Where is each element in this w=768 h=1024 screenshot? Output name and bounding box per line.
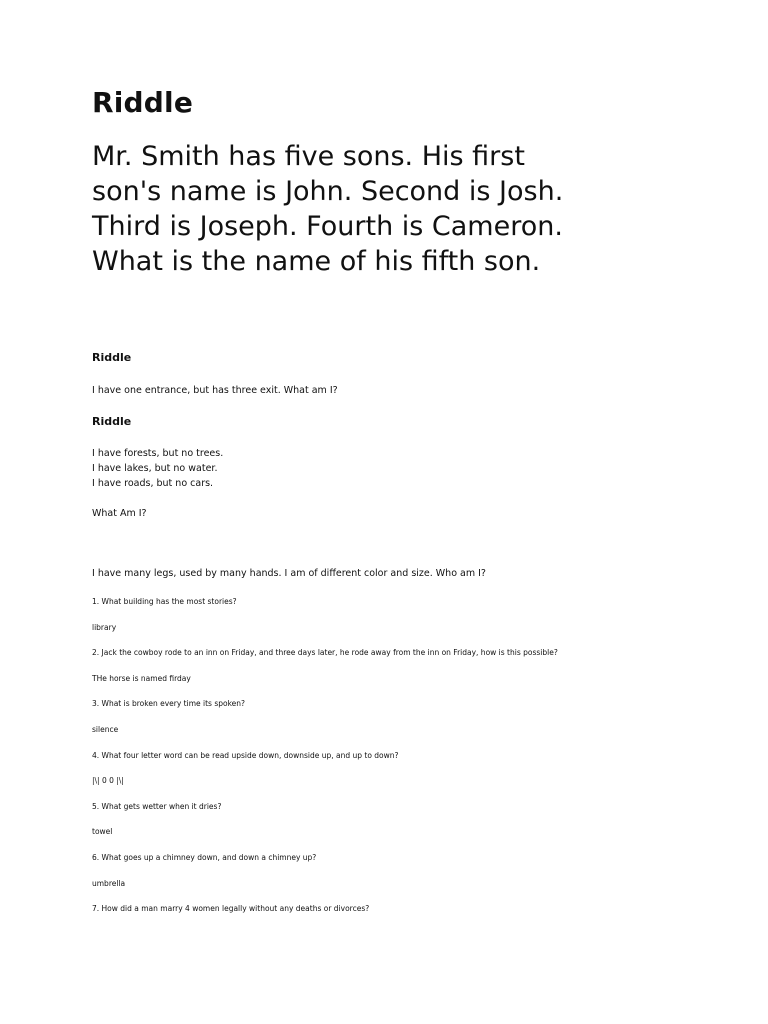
main-riddle-title: Riddle xyxy=(92,86,194,119)
qa-answer: towel xyxy=(92,827,113,837)
qa-question: 4. What four letter word can be read upside down, downside up, and up to down? xyxy=(92,750,399,760)
riddle-three-line: I have roads, but no cars. xyxy=(92,478,214,489)
qa-item xyxy=(92,801,732,839)
qa-question: 2. Jack the cowboy rode to an inn on Friday, and three days later, he rode away from the inn on Friday, how is this possible? xyxy=(92,648,558,658)
qa-answer: THe horse is named firday xyxy=(92,673,191,683)
qa-item xyxy=(92,647,732,685)
main-riddle-line: What is the name of his fifth son. xyxy=(92,246,541,277)
qa-question: 7. How did a man marry 4 women legally without any deaths or divorces? xyxy=(92,904,370,914)
qa-question: 1. What building has the most stories? xyxy=(92,597,237,606)
qa-item xyxy=(92,852,732,890)
qa-question: 3. What is broken every time its spoken? xyxy=(92,699,245,709)
qa-item xyxy=(92,903,732,916)
qa-item xyxy=(92,596,732,634)
qa-question: 5. What gets wetter when it dries? xyxy=(92,801,222,811)
qa-answer: library xyxy=(92,622,117,632)
riddle-three-question: What Am I? xyxy=(92,508,147,519)
main-riddle-line: Mr. Smith has five sons. His first xyxy=(92,141,525,172)
riddle-three-text xyxy=(92,446,223,491)
main-riddle-line: son's name is John. Second is Josh. xyxy=(92,176,564,207)
main-riddle-text xyxy=(92,139,732,279)
qa-question: 6. What goes up a chimney down, and down a chimney up? xyxy=(92,852,317,862)
qa-answer: umbrella xyxy=(92,878,126,888)
qa-list xyxy=(92,596,732,929)
qa-answer: |\| 0 0 |\| xyxy=(92,776,124,786)
main-riddle-line: Third is Joseph. Fourth is Cameron. xyxy=(92,211,563,242)
riddle-three-line: I have forests, but no trees. xyxy=(92,448,224,459)
riddle-two-title: Riddle xyxy=(92,351,132,364)
riddle-two-text: I have one entrance, but has three exit. What am I? xyxy=(92,385,338,396)
qa-item xyxy=(92,750,732,788)
riddle-three-title: Riddle xyxy=(92,415,132,428)
riddle-four-text: I have many legs, used by many hands. I am of different color and size. Who am I? xyxy=(92,568,486,579)
riddle-three-line: I have lakes, but no water. xyxy=(92,463,218,474)
qa-item xyxy=(92,698,732,736)
qa-answer: silence xyxy=(92,724,119,734)
